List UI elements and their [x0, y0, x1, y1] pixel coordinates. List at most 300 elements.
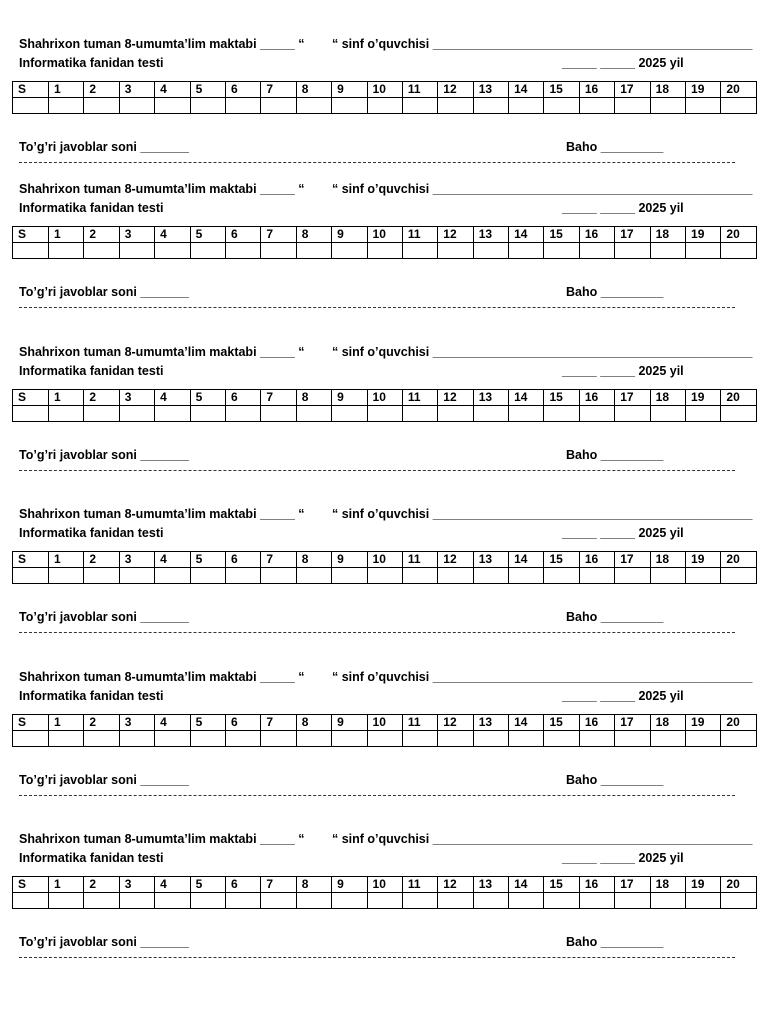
correct-answers-line: To’g’ri javoblar soni _______ [19, 610, 189, 624]
answer-grid-answer-row [13, 406, 757, 422]
grid-answer-cell-1[interactable] [49, 406, 84, 422]
grid-answer-cell-19[interactable] [686, 893, 721, 909]
grid-answer-cell-15[interactable] [544, 406, 579, 422]
grid-header-question-15: 15 [544, 552, 579, 568]
answer-sheet-block [0, 308, 768, 471]
grid-header-question-15: 15 [544, 877, 579, 893]
grid-header-question-13: 13 [473, 552, 508, 568]
answer-grid [12, 714, 757, 747]
grid-header-question-1: 1 [49, 390, 84, 406]
grid-answer-cell-17[interactable] [615, 568, 650, 584]
grid-answer-cell-3[interactable] [119, 406, 154, 422]
grid-header-question-9: 9 [332, 552, 367, 568]
grid-answer-cell-7[interactable] [261, 893, 296, 909]
grid-answer-cell-10[interactable] [367, 98, 402, 114]
grid-answer-cell-17[interactable] [615, 98, 650, 114]
grid-header-question-6: 6 [225, 715, 260, 731]
grid-header-question-5: 5 [190, 82, 225, 98]
grid-answer-cell-19[interactable] [686, 243, 721, 259]
grid-answer-cell-5[interactable] [190, 731, 225, 747]
grid-answer-cell-20[interactable] [721, 568, 757, 584]
grid-header-question-1: 1 [49, 877, 84, 893]
grid-header-question-13: 13 [473, 715, 508, 731]
grid-header-question-6: 6 [225, 877, 260, 893]
grid-answer-cell-15[interactable] [544, 731, 579, 747]
grid-answer-cell-2[interactable] [84, 568, 119, 584]
grid-answer-cell-5[interactable] [190, 98, 225, 114]
grid-header-s: S [13, 227, 49, 243]
grid-header-question-4: 4 [155, 82, 190, 98]
grid-header-question-9: 9 [332, 390, 367, 406]
grid-header-question-5: 5 [190, 552, 225, 568]
grid-header-question-6: 6 [225, 82, 260, 98]
grid-header-question-20: 20 [721, 552, 757, 568]
grid-header-question-4: 4 [155, 552, 190, 568]
grid-answer-cell-19[interactable] [686, 98, 721, 114]
grid-answer-cell-12[interactable] [438, 731, 473, 747]
grid-answer-cell-8[interactable] [296, 98, 331, 114]
grid-header-s: S [13, 82, 49, 98]
grid-answer-cell-11[interactable] [402, 243, 437, 259]
grid-answer-cell-18[interactable] [650, 406, 685, 422]
grid-header-question-10: 10 [367, 82, 402, 98]
grid-answer-cell-18[interactable] [650, 243, 685, 259]
grid-answer-cell-1[interactable] [49, 893, 84, 909]
grade-line: Baho _________ [566, 610, 664, 624]
date-line: _____ _____ 2025 yil [562, 56, 684, 70]
grid-answer-cell-10[interactable] [367, 893, 402, 909]
grid-answer-cell-18[interactable] [650, 98, 685, 114]
answer-grid-answer-row [13, 568, 757, 584]
grade-line: Baho _________ [566, 140, 664, 154]
grid-header-question-15: 15 [544, 715, 579, 731]
grid-answer-cell-6[interactable] [225, 98, 260, 114]
grid-header-question-2: 2 [84, 227, 119, 243]
student-class-line: “ sinf o’quvchisi ______________________________________________ [332, 832, 753, 846]
grid-header-question-17: 17 [615, 715, 650, 731]
grid-answer-cell-2[interactable] [84, 731, 119, 747]
grid-answer-cell-10[interactable] [367, 731, 402, 747]
grid-header-question-10: 10 [367, 552, 402, 568]
answer-grid [12, 226, 757, 259]
grid-header-question-3: 3 [119, 82, 154, 98]
grid-header-question-18: 18 [650, 82, 685, 98]
grid-header-question-7: 7 [261, 82, 296, 98]
grid-answer-cell-7[interactable] [261, 98, 296, 114]
grid-header-question-20: 20 [721, 715, 757, 731]
grid-answer-cell-8[interactable] [296, 731, 331, 747]
grid-answer-cell-16[interactable] [579, 731, 614, 747]
grid-answer-cell-10[interactable] [367, 406, 402, 422]
grid-answer-cell-7[interactable] [261, 406, 296, 422]
correct-answers-line: To’g’ri javoblar soni _______ [19, 773, 189, 787]
grid-answer-cell-2[interactable] [84, 98, 119, 114]
student-class-line: “ sinf o’quvchisi ______________________________________________ [332, 507, 753, 521]
grid-answer-cell-17[interactable] [615, 731, 650, 747]
school-name-line: Shahrixon tuman 8-umumta’lim maktabi _____ “ [19, 182, 305, 196]
grade-line: Baho _________ [566, 448, 664, 462]
grid-header-question-12: 12 [438, 552, 473, 568]
grid-answer-cell-15[interactable] [544, 243, 579, 259]
grid-header-question-8: 8 [296, 227, 331, 243]
grade-line: Baho _________ [566, 285, 664, 299]
grid-header-question-11: 11 [402, 715, 437, 731]
grid-header-question-3: 3 [119, 390, 154, 406]
grid-header-question-7: 7 [261, 715, 296, 731]
grid-answer-cell-14[interactable] [509, 243, 544, 259]
grid-header-question-3: 3 [119, 552, 154, 568]
grid-answer-cell-3[interactable] [119, 568, 154, 584]
grid-header-s: S [13, 552, 49, 568]
grade-line: Baho _________ [566, 935, 664, 949]
grid-answer-cell-5[interactable] [190, 406, 225, 422]
grid-header-question-13: 13 [473, 82, 508, 98]
grid-header-question-19: 19 [686, 227, 721, 243]
school-name-line: Shahrixon tuman 8-umumta’lim maktabi _____ “ [19, 670, 305, 684]
grid-answer-cell-7[interactable] [261, 243, 296, 259]
grid-answer-cell-9[interactable] [332, 893, 367, 909]
grid-answer-cell-13[interactable] [473, 243, 508, 259]
grid-header-question-11: 11 [402, 877, 437, 893]
grid-answer-cell-4[interactable] [155, 568, 190, 584]
grid-header-question-15: 15 [544, 227, 579, 243]
date-line: _____ _____ 2025 yil [562, 201, 684, 215]
grade-line: Baho _________ [566, 773, 664, 787]
grid-header-question-1: 1 [49, 227, 84, 243]
grid-answer-cell-9[interactable] [332, 98, 367, 114]
grid-answer-cell-6[interactable] [225, 243, 260, 259]
grid-answer-cell-14[interactable] [509, 893, 544, 909]
grid-header-question-11: 11 [402, 390, 437, 406]
grid-header-question-8: 8 [296, 390, 331, 406]
grid-answer-cell-3[interactable] [119, 98, 154, 114]
grid-answer-cell-4[interactable] [155, 893, 190, 909]
grid-answer-s-cell[interactable] [13, 568, 49, 584]
grid-answer-cell-10[interactable] [367, 243, 402, 259]
grid-answer-cell-15[interactable] [544, 893, 579, 909]
grid-header-question-12: 12 [438, 82, 473, 98]
grid-answer-cell-9[interactable] [332, 568, 367, 584]
grid-header-question-8: 8 [296, 877, 331, 893]
grid-answer-cell-16[interactable] [579, 243, 614, 259]
student-class-line: “ sinf o’quvchisi ______________________________________________ [332, 345, 753, 359]
student-class-line: “ sinf o’quvchisi ______________________________________________ [332, 670, 753, 684]
grid-header-question-14: 14 [509, 552, 544, 568]
grid-header-question-6: 6 [225, 227, 260, 243]
grid-answer-cell-5[interactable] [190, 243, 225, 259]
grid-answer-cell-10[interactable] [367, 568, 402, 584]
grid-header-question-1: 1 [49, 552, 84, 568]
grid-header-question-12: 12 [438, 715, 473, 731]
answer-grid [12, 389, 757, 422]
grid-header-question-10: 10 [367, 227, 402, 243]
grid-answer-cell-8[interactable] [296, 243, 331, 259]
grid-header-question-2: 2 [84, 390, 119, 406]
date-line: _____ _____ 2025 yil [562, 851, 684, 865]
grid-header-question-13: 13 [473, 877, 508, 893]
date-line: _____ _____ 2025 yil [562, 689, 684, 703]
grid-answer-cell-6[interactable] [225, 731, 260, 747]
grid-header-question-15: 15 [544, 82, 579, 98]
grid-header-question-16: 16 [579, 877, 614, 893]
grid-header-question-14: 14 [509, 227, 544, 243]
grid-answer-s-cell[interactable] [13, 893, 49, 909]
cut-line-divider [19, 957, 735, 958]
grid-header-s: S [13, 390, 49, 406]
grid-answer-cell-14[interactable] [509, 406, 544, 422]
grid-answer-cell-15[interactable] [544, 98, 579, 114]
grid-answer-cell-17[interactable] [615, 893, 650, 909]
grid-answer-cell-14[interactable] [509, 98, 544, 114]
grid-header-question-2: 2 [84, 552, 119, 568]
grid-answer-cell-2[interactable] [84, 406, 119, 422]
grid-header-question-9: 9 [332, 877, 367, 893]
grid-header-question-4: 4 [155, 227, 190, 243]
school-name-line: Shahrixon tuman 8-umumta’lim maktabi _____ “ [19, 37, 305, 51]
grid-answer-cell-9[interactable] [332, 406, 367, 422]
grid-answer-cell-11[interactable] [402, 893, 437, 909]
grid-header-question-1: 1 [49, 82, 84, 98]
grid-header-question-17: 17 [615, 877, 650, 893]
grid-answer-cell-4[interactable] [155, 731, 190, 747]
school-name-line: Shahrixon tuman 8-umumta’lim maktabi _____ “ [19, 345, 305, 359]
grid-answer-cell-16[interactable] [579, 893, 614, 909]
grid-answer-cell-3[interactable] [119, 731, 154, 747]
grid-answer-cell-3[interactable] [119, 243, 154, 259]
grid-header-question-7: 7 [261, 227, 296, 243]
grid-answer-cell-8[interactable] [296, 568, 331, 584]
grid-answer-cell-12[interactable] [438, 568, 473, 584]
answer-grid-answer-row [13, 243, 757, 259]
grid-answer-cell-13[interactable] [473, 406, 508, 422]
grid-header-question-14: 14 [509, 715, 544, 731]
grid-header-question-20: 20 [721, 82, 757, 98]
grid-answer-cell-17[interactable] [615, 243, 650, 259]
answer-grid-header-row [13, 715, 757, 731]
grid-header-s: S [13, 877, 49, 893]
grid-header-question-5: 5 [190, 715, 225, 731]
correct-answers-line: To’g’ri javoblar soni _______ [19, 285, 189, 299]
correct-answers-line: To’g’ri javoblar soni _______ [19, 140, 189, 154]
grid-answer-cell-6[interactable] [225, 893, 260, 909]
grid-header-question-3: 3 [119, 715, 154, 731]
grid-answer-cell-9[interactable] [332, 243, 367, 259]
grid-answer-cell-5[interactable] [190, 568, 225, 584]
grid-answer-cell-19[interactable] [686, 406, 721, 422]
grid-answer-cell-19[interactable] [686, 568, 721, 584]
grid-answer-cell-16[interactable] [579, 98, 614, 114]
grid-header-question-11: 11 [402, 552, 437, 568]
grid-header-question-13: 13 [473, 390, 508, 406]
grid-header-question-8: 8 [296, 82, 331, 98]
answer-sheet-block [0, 0, 768, 163]
grid-header-question-4: 4 [155, 877, 190, 893]
grid-answer-cell-20[interactable] [721, 406, 757, 422]
grid-header-question-5: 5 [190, 227, 225, 243]
grid-answer-cell-6[interactable] [225, 568, 260, 584]
grid-header-question-19: 19 [686, 552, 721, 568]
grid-header-question-11: 11 [402, 82, 437, 98]
grid-header-question-7: 7 [261, 390, 296, 406]
grid-answer-cell-20[interactable] [721, 893, 757, 909]
grid-header-question-3: 3 [119, 877, 154, 893]
grid-header-question-16: 16 [579, 82, 614, 98]
grid-answer-cell-14[interactable] [509, 568, 544, 584]
grid-answer-cell-8[interactable] [296, 893, 331, 909]
grid-answer-cell-15[interactable] [544, 568, 579, 584]
grid-header-question-17: 17 [615, 390, 650, 406]
subject-line: Informatika fanidan testi [19, 851, 164, 865]
grid-answer-cell-17[interactable] [615, 406, 650, 422]
grid-header-question-16: 16 [579, 390, 614, 406]
grid-answer-cell-8[interactable] [296, 406, 331, 422]
date-line: _____ _____ 2025 yil [562, 364, 684, 378]
grid-answer-cell-12[interactable] [438, 406, 473, 422]
grid-header-question-12: 12 [438, 390, 473, 406]
student-class-line: “ sinf o’quvchisi ______________________________________________ [332, 37, 753, 51]
grid-header-question-4: 4 [155, 390, 190, 406]
grid-answer-cell-20[interactable] [721, 243, 757, 259]
grid-answer-cell-16[interactable] [579, 406, 614, 422]
subject-line: Informatika fanidan testi [19, 364, 164, 378]
grid-answer-cell-4[interactable] [155, 406, 190, 422]
grid-answer-cell-1[interactable] [49, 568, 84, 584]
answer-grid-header-row [13, 82, 757, 98]
grid-header-question-20: 20 [721, 227, 757, 243]
grid-answer-cell-3[interactable] [119, 893, 154, 909]
grid-header-question-14: 14 [509, 82, 544, 98]
grid-header-question-10: 10 [367, 877, 402, 893]
grid-header-question-15: 15 [544, 390, 579, 406]
school-name-line: Shahrixon tuman 8-umumta’lim maktabi _____ “ [19, 507, 305, 521]
grid-answer-cell-18[interactable] [650, 893, 685, 909]
grid-answer-s-cell[interactable] [13, 98, 49, 114]
grid-header-question-12: 12 [438, 877, 473, 893]
grid-answer-cell-7[interactable] [261, 568, 296, 584]
school-name-line: Shahrixon tuman 8-umumta’lim maktabi _____ “ [19, 832, 305, 846]
answer-grid-answer-row [13, 98, 757, 114]
answer-grid-header-row [13, 227, 757, 243]
grid-header-question-14: 14 [509, 390, 544, 406]
grid-header-question-18: 18 [650, 390, 685, 406]
grid-answer-cell-1[interactable] [49, 98, 84, 114]
grid-header-question-9: 9 [332, 227, 367, 243]
grid-answer-s-cell[interactable] [13, 731, 49, 747]
grid-header-question-8: 8 [296, 552, 331, 568]
grid-answer-cell-13[interactable] [473, 98, 508, 114]
grid-header-question-16: 16 [579, 227, 614, 243]
grid-answer-cell-11[interactable] [402, 98, 437, 114]
grid-header-question-18: 18 [650, 877, 685, 893]
grid-header-s: S [13, 715, 49, 731]
answer-sheet-block [0, 795, 768, 958]
grid-header-question-18: 18 [650, 227, 685, 243]
answer-sheet-block [0, 470, 768, 633]
grid-answer-cell-2[interactable] [84, 243, 119, 259]
grid-answer-cell-4[interactable] [155, 98, 190, 114]
grid-header-question-4: 4 [155, 715, 190, 731]
grid-answer-cell-11[interactable] [402, 731, 437, 747]
grid-answer-cell-12[interactable] [438, 98, 473, 114]
grid-header-question-16: 16 [579, 715, 614, 731]
grid-header-question-17: 17 [615, 82, 650, 98]
grid-answer-cell-9[interactable] [332, 731, 367, 747]
grid-header-question-10: 10 [367, 390, 402, 406]
grid-header-question-7: 7 [261, 877, 296, 893]
grid-answer-cell-16[interactable] [579, 568, 614, 584]
grid-answer-s-cell[interactable] [13, 406, 49, 422]
grid-header-question-14: 14 [509, 877, 544, 893]
grid-header-question-9: 9 [332, 82, 367, 98]
grid-answer-cell-20[interactable] [721, 731, 757, 747]
answer-grid-header-row [13, 390, 757, 406]
grid-answer-cell-2[interactable] [84, 893, 119, 909]
grid-header-question-20: 20 [721, 390, 757, 406]
grid-answer-cell-13[interactable] [473, 731, 508, 747]
answer-grid-answer-row [13, 893, 757, 909]
grid-answer-cell-20[interactable] [721, 98, 757, 114]
grid-answer-cell-19[interactable] [686, 731, 721, 747]
answer-sheet-block [0, 633, 768, 796]
grid-header-question-16: 16 [579, 552, 614, 568]
grid-header-question-10: 10 [367, 715, 402, 731]
grid-header-question-19: 19 [686, 715, 721, 731]
grid-answer-cell-7[interactable] [261, 731, 296, 747]
grid-answer-cell-6[interactable] [225, 406, 260, 422]
subject-line: Informatika fanidan testi [19, 689, 164, 703]
grid-header-question-11: 11 [402, 227, 437, 243]
grid-header-question-2: 2 [84, 82, 119, 98]
grid-header-question-8: 8 [296, 715, 331, 731]
grid-answer-cell-1[interactable] [49, 731, 84, 747]
grid-answer-cell-18[interactable] [650, 731, 685, 747]
subject-line: Informatika fanidan testi [19, 56, 164, 70]
grid-header-question-6: 6 [225, 552, 260, 568]
correct-answers-line: To’g’ri javoblar soni _______ [19, 935, 189, 949]
grid-header-question-1: 1 [49, 715, 84, 731]
grid-header-question-18: 18 [650, 552, 685, 568]
grid-header-question-12: 12 [438, 227, 473, 243]
subject-line: Informatika fanidan testi [19, 201, 164, 215]
grid-answer-cell-13[interactable] [473, 893, 508, 909]
grid-answer-cell-12[interactable] [438, 893, 473, 909]
grid-answer-cell-11[interactable] [402, 406, 437, 422]
grid-header-question-6: 6 [225, 390, 260, 406]
answer-sheet-block [0, 145, 768, 308]
answer-grid [12, 551, 757, 584]
grid-header-question-20: 20 [721, 877, 757, 893]
grid-answer-cell-13[interactable] [473, 568, 508, 584]
grid-answer-cell-4[interactable] [155, 243, 190, 259]
grid-header-question-2: 2 [84, 877, 119, 893]
grid-answer-cell-14[interactable] [509, 731, 544, 747]
grid-header-question-7: 7 [261, 552, 296, 568]
answer-grid-header-row [13, 877, 757, 893]
grid-answer-s-cell[interactable] [13, 243, 49, 259]
grid-answer-cell-12[interactable] [438, 243, 473, 259]
grid-header-question-3: 3 [119, 227, 154, 243]
grid-header-question-19: 19 [686, 390, 721, 406]
grid-answer-cell-11[interactable] [402, 568, 437, 584]
grid-header-question-5: 5 [190, 390, 225, 406]
grid-header-question-18: 18 [650, 715, 685, 731]
grid-answer-cell-18[interactable] [650, 568, 685, 584]
grid-answer-cell-5[interactable] [190, 893, 225, 909]
answer-grid-header-row [13, 552, 757, 568]
grid-header-question-17: 17 [615, 552, 650, 568]
date-line: _____ _____ 2025 yil [562, 526, 684, 540]
grid-answer-cell-1[interactable] [49, 243, 84, 259]
